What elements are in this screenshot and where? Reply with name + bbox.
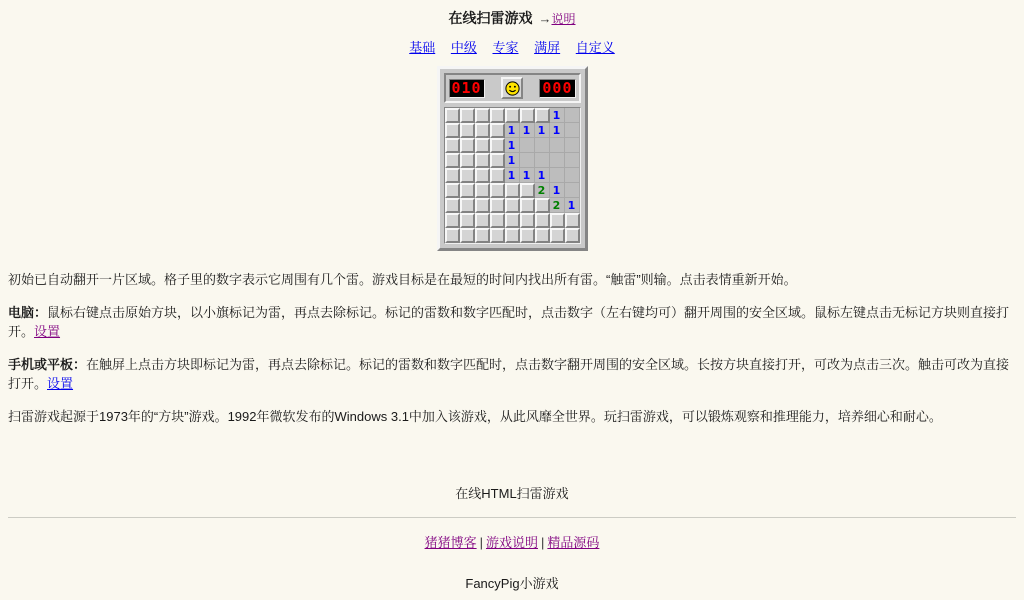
- cell-r5-c2[interactable]: [475, 183, 490, 198]
- nav-item-intermediate[interactable]: 中级: [450, 40, 477, 55]
- cell-r3-c1[interactable]: [460, 153, 475, 168]
- footer-copyright: FancyPig小游戏: [465, 576, 559, 591]
- mobile-settings-link[interactable]: 设置: [47, 376, 74, 391]
- footer-separator: |: [541, 535, 545, 550]
- cell-r3-c3[interactable]: [490, 153, 505, 168]
- desktop-label: 电脑：: [8, 305, 48, 320]
- cell-r0-c3[interactable]: [490, 108, 505, 123]
- desktop-text: 鼠标右键点击原始方块，以小旗标记为雷，再点去除标记。标记的雷数和数字匹配时，点击数字（左右键均可）翻开周围的安全区域。鼠标左键点击无标记方块则直接打开。: [8, 305, 1010, 339]
- cell-r6-c4[interactable]: [505, 198, 520, 213]
- board-area: [8, 66, 1016, 251]
- footer-divider: [8, 517, 1016, 518]
- cell-r3-c8[interactable]: [565, 153, 580, 168]
- cell-r0-c0[interactable]: [445, 108, 460, 123]
- history-text: 扫雷游戏起源于1973年的“方块”游戏。1992年微软发布的Windows 3.1中加入该游戏，从此风靡全世界。玩扫雷游戏，可以锻炼观察和推理能力，培养细心和耐心。: [8, 409, 942, 424]
- desktop-settings-link[interactable]: 设置: [34, 324, 61, 339]
- mobile-instructions: [8, 354, 1016, 392]
- mobile-label: 手机或平板：: [8, 357, 87, 372]
- cell-r2-c1[interactable]: [460, 138, 475, 153]
- cell-r4-c5[interactable]: 1: [520, 168, 535, 183]
- difficulty-nav: [8, 37, 1016, 56]
- footer-link-blog[interactable]: 猪猪博客: [424, 535, 477, 550]
- nav-item-basic[interactable]: 基础: [409, 40, 436, 55]
- cell-r4-c8[interactable]: [565, 168, 580, 183]
- cell-r3-c4[interactable]: 1: [505, 153, 520, 168]
- page-header: [8, 8, 1016, 28]
- cell-r6-c7[interactable]: 2: [550, 198, 565, 213]
- cell-r0-c7[interactable]: 1: [550, 108, 565, 123]
- cell-r4-c7[interactable]: [550, 168, 565, 183]
- cell-r8-c1[interactable]: [460, 228, 475, 243]
- history-paragraph: [8, 406, 1016, 425]
- cell-r6-c3[interactable]: [490, 198, 505, 213]
- cell-r2-c3[interactable]: [490, 138, 505, 153]
- cell-r8-c0[interactable]: [445, 228, 460, 243]
- cell-r7-c6[interactable]: [535, 213, 550, 228]
- mine-grid: [444, 107, 581, 244]
- cell-r7-c1[interactable]: [460, 213, 475, 228]
- cell-r7-c5[interactable]: [520, 213, 535, 228]
- cell-r3-c7[interactable]: [550, 153, 565, 168]
- cell-r4-c6[interactable]: 1: [535, 168, 550, 183]
- cell-r2-c0[interactable]: [445, 138, 460, 153]
- minesweeper-board: [437, 66, 588, 251]
- mine-counter-led: 010: [449, 79, 485, 98]
- nav-item-custom[interactable]: 自定义: [575, 40, 615, 55]
- cell-r1-c2[interactable]: [475, 123, 490, 138]
- cell-r5-c0[interactable]: [445, 183, 460, 198]
- cell-r2-c5[interactable]: [520, 138, 535, 153]
- cell-r1-c0[interactable]: [445, 123, 460, 138]
- cell-r6-c0[interactable]: [445, 198, 460, 213]
- cell-r4-c3[interactable]: [490, 168, 505, 183]
- intro-paragraph: [8, 269, 1016, 288]
- cell-r8-c5[interactable]: [520, 228, 535, 243]
- cell-r7-c8[interactable]: [565, 213, 580, 228]
- cell-r6-c2[interactable]: [475, 198, 490, 213]
- desktop-instructions: [8, 302, 1016, 340]
- restart-smiley-button[interactable]: [501, 77, 523, 99]
- cell-r8-c2[interactable]: [475, 228, 490, 243]
- cell-r2-c8[interactable]: [565, 138, 580, 153]
- cell-r5-c8[interactable]: [565, 183, 580, 198]
- cell-r6-c5[interactable]: [520, 198, 535, 213]
- cell-r7-c3[interactable]: [490, 213, 505, 228]
- smiley-icon: [505, 81, 520, 96]
- cell-r3-c2[interactable]: [475, 153, 490, 168]
- cell-r3-c0[interactable]: [445, 153, 460, 168]
- footer-links: [8, 532, 1016, 551]
- nav-item-expert[interactable]: 专家: [492, 40, 519, 55]
- cell-r5-c5[interactable]: [520, 183, 535, 198]
- cell-r8-c6[interactable]: [535, 228, 550, 243]
- cell-r6-c1[interactable]: [460, 198, 475, 213]
- cell-r3-c6[interactable]: [535, 153, 550, 168]
- cell-r2-c6[interactable]: [535, 138, 550, 153]
- cell-r1-c7[interactable]: 1: [550, 123, 565, 138]
- cell-r7-c4[interactable]: [505, 213, 520, 228]
- intro-text: 初始已自动翻开一片区域。格子里的数字表示它周围有几个雷。游戏目标是在最短的时间内找出所有雷。“触雷”则输。点击表情重新开始。: [8, 272, 797, 287]
- cell-r4-c0[interactable]: [445, 168, 460, 183]
- cell-r5-c7[interactable]: 1: [550, 183, 565, 198]
- cell-r3-c5[interactable]: [520, 153, 535, 168]
- cell-r0-c1[interactable]: [460, 108, 475, 123]
- cell-r5-c4[interactable]: [505, 183, 520, 198]
- cell-r8-c8[interactable]: [565, 228, 580, 243]
- cell-r7-c0[interactable]: [445, 213, 460, 228]
- help-link[interactable]: 说明: [551, 12, 576, 26]
- cell-r1-c3[interactable]: [490, 123, 505, 138]
- cell-r0-c8[interactable]: [565, 108, 580, 123]
- cell-r5-c6[interactable]: 2: [535, 183, 550, 198]
- cell-r7-c2[interactable]: [475, 213, 490, 228]
- mobile-text: 在触屏上点击方块即标记为雷，再点去除标记。标记的雷数和数字匹配时，点击数字翻开周围的安全区域。长按方块直接打开，可改为点击三次。触击可改为直接打开。: [8, 357, 1010, 391]
- cell-r6-c8[interactable]: 1: [565, 198, 580, 213]
- cell-r5-c3[interactable]: [490, 183, 505, 198]
- cell-r2-c4[interactable]: 1: [505, 138, 520, 153]
- cell-r0-c2[interactable]: [475, 108, 490, 123]
- cell-r2-c2[interactable]: [475, 138, 490, 153]
- cell-r1-c8[interactable]: [565, 123, 580, 138]
- footer-link-help[interactable]: 游戏说明: [485, 535, 538, 550]
- cell-r2-c7[interactable]: [550, 138, 565, 153]
- footer-link-source[interactable]: 精品源码: [547, 535, 600, 550]
- cell-r4-c2[interactable]: [475, 168, 490, 183]
- footer-site-title: 在线HTML扫雷游戏: [455, 486, 569, 501]
- board-header-panel: [444, 73, 581, 103]
- cell-r1-c1[interactable]: [460, 123, 475, 138]
- cell-r0-c5[interactable]: [520, 108, 535, 123]
- cell-r1-c4[interactable]: 1: [505, 123, 520, 138]
- timer-led: 000: [539, 79, 575, 98]
- cell-r1-c5[interactable]: 1: [520, 123, 535, 138]
- cell-r7-c7[interactable]: [550, 213, 565, 228]
- cell-r1-c6[interactable]: 1: [535, 123, 550, 138]
- cell-r8-c4[interactable]: [505, 228, 520, 243]
- arrow-glyph: →: [538, 11, 552, 26]
- cell-r8-c7[interactable]: [550, 228, 565, 243]
- cell-r6-c6[interactable]: [535, 198, 550, 213]
- page-title: 在线扫雷游戏: [448, 10, 533, 26]
- nav-item-fullscreen[interactable]: 满屏: [534, 40, 561, 55]
- cell-r0-c6[interactable]: [535, 108, 550, 123]
- cell-r4-c1[interactable]: [460, 168, 475, 183]
- instructions: [8, 269, 1016, 425]
- cell-r5-c1[interactable]: [460, 183, 475, 198]
- cell-r4-c4[interactable]: 1: [505, 168, 520, 183]
- cell-r8-c3[interactable]: [490, 228, 505, 243]
- cell-r0-c4[interactable]: [505, 108, 520, 123]
- footer-separator: |: [479, 535, 483, 550]
